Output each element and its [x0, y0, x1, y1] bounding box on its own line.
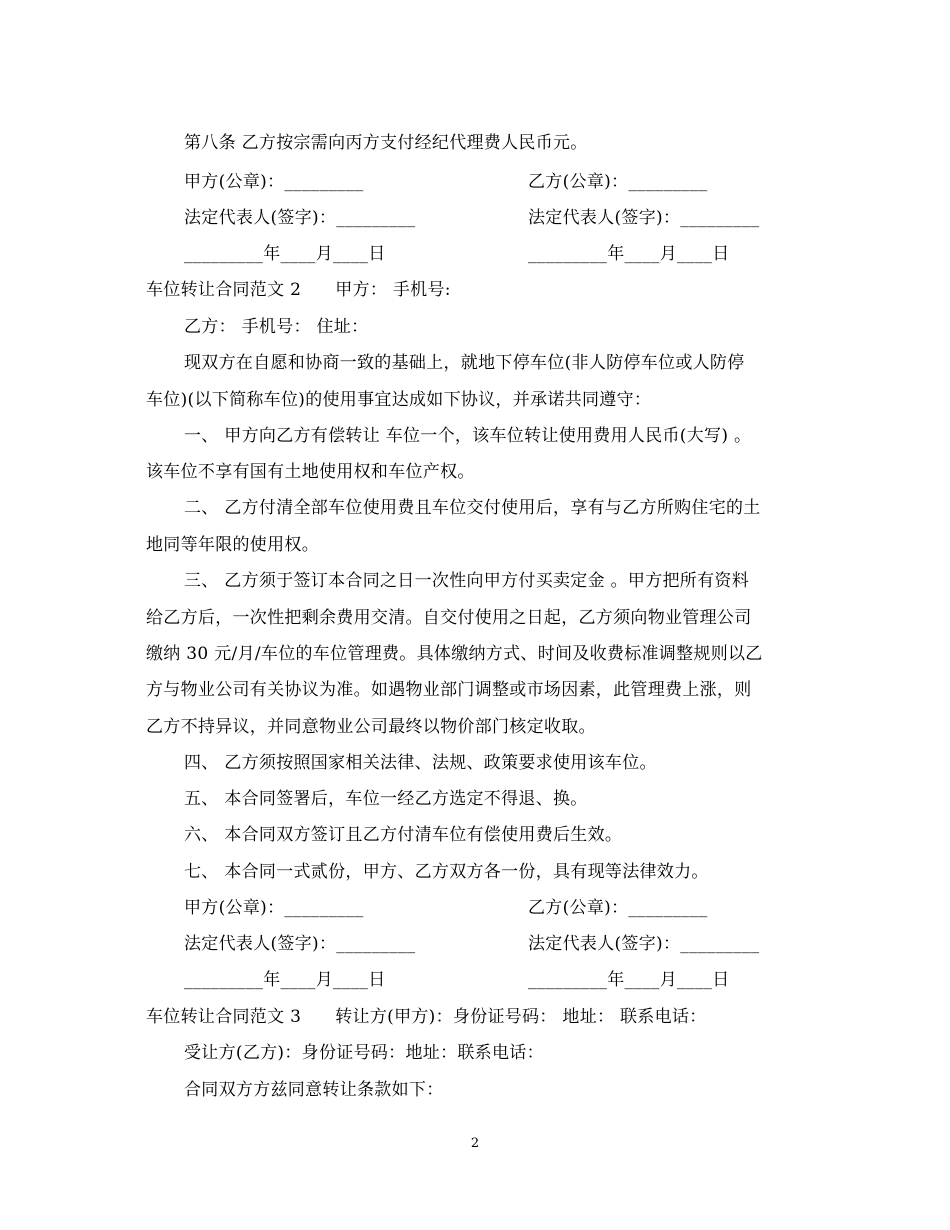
party-a-seal: 甲方(公章)：_________ [184, 172, 364, 192]
contract-2-party-b: 乙方： 手机号： 住址： [184, 317, 369, 337]
contract-2-article-1-line-2: 该车位不享有国有土地使用权和车位产权。 [146, 462, 475, 482]
signature-row-seal [184, 171, 854, 193]
contract-2-article-3-line-1: 三、 乙方须于签订本合同之日一次性向甲方付买卖定金 。甲方把所有资料 [184, 571, 750, 591]
contract-3-title: 车位转让合同范文 3 [146, 1007, 302, 1027]
contract-2-article-4: 四、 乙方须按照国家相关法律、法规、政策要求使用该车位。 [184, 753, 657, 773]
party-a-date: _________年____月____日 [184, 244, 386, 264]
contract-3-transferee: 受让方(乙方)：身份证号码：地址：联系电话： [184, 1043, 544, 1063]
party-b-representative: 法定代表人(签字)：_________ [528, 208, 760, 228]
contract-2-party-a: 甲方： 手机号: [335, 280, 451, 300]
contract-2-party-b-representative: 法定代表人(签字)：_________ [528, 934, 760, 954]
party-a-representative: 法定代表人(签字)：_________ [184, 208, 416, 228]
contract-2-article-5: 五、 本合同签署后，车位一经乙方选定不得退、换。 [184, 789, 588, 809]
contract-2-signature-row-seal [184, 897, 854, 919]
contract-2-party-b-seal: 乙方(公章)：_________ [528, 898, 708, 918]
signature-row-representative [184, 207, 854, 229]
contract-3-intro: 合同双方方兹同意转让条款如下： [184, 1080, 444, 1100]
contract-2-article-3-line-5: 乙方不持异议，并同意物业公司最终以物价部门核定收取。 [146, 717, 596, 737]
contract-3-heading-row [146, 1006, 816, 1028]
contract-2-party-b-date: _________年____月____日 [528, 970, 730, 990]
contract-2-article-7: 七、 本合同一式贰份，甲方、乙方双方各一份，具有现等法律效力。 [184, 862, 709, 882]
article-8: 第八条 乙方按宗需向丙方支付经纪代理费人民币元。 [184, 133, 588, 153]
contract-2-intro-line-2: 车位)(以下简称车位)的使用事宜达成如下协议，并承诺共同遵守： [146, 390, 652, 410]
contract-2-intro-line-1: 现双方在自愿和协商一致的基础上，就地下停车位(非人防停车位或人防停 [184, 353, 745, 373]
contract-2-article-3-line-3: 缴纳 30 元/月/车位的车位管理费。具体缴纳方式、时间及收费标准调整规则以乙 [146, 644, 763, 664]
contract-2-article-3-line-2: 给乙方后，一次性把剩余费用交清。自交付使用之日起，乙方须向物业管理公司 [146, 608, 752, 628]
contract-2-article-6: 六、 本合同双方签订且乙方付清车位有偿使用费后生效。 [184, 825, 623, 845]
contract-2-heading-row [146, 279, 816, 301]
page-number: 2 [470, 1136, 480, 1151]
contract-2-article-2-line-1: 二、 乙方付清全部车位使用费且车位交付使用后，享有与乙方所购住宅的土 [184, 498, 761, 518]
contract-2-party-a-seal: 甲方(公章)：_________ [184, 898, 364, 918]
contract-2-article-1-line-1: 一、 甲方向乙方有偿转让 车位一个，该车位转让使用费用人民币(大写) 。 [184, 426, 752, 446]
contract-2-article-3-line-4: 方与物业公司有关协议为准。如遇物业部门调整或市场因素，此管理费上涨，则 [146, 680, 752, 700]
contract-2-article-2-line-2: 地同等年限的使用权。 [146, 535, 319, 555]
contract-3-transferor: 转让方(甲方)：身份证号码： 地址： 联系电话： [335, 1007, 707, 1027]
contract-2-party-a-date: _________年____月____日 [184, 970, 386, 990]
signature-row-date [184, 243, 854, 265]
party-b-seal: 乙方(公章)：_________ [528, 172, 708, 192]
party-b-date: _________年____月____日 [528, 244, 730, 264]
contract-2-signature-row-date [184, 969, 854, 991]
contract-2-title: 车位转让合同范文 2 [146, 280, 302, 300]
contract-2-signature-row-representative [184, 933, 854, 955]
contract-2-party-a-representative: 法定代表人(签字)：_________ [184, 934, 416, 954]
